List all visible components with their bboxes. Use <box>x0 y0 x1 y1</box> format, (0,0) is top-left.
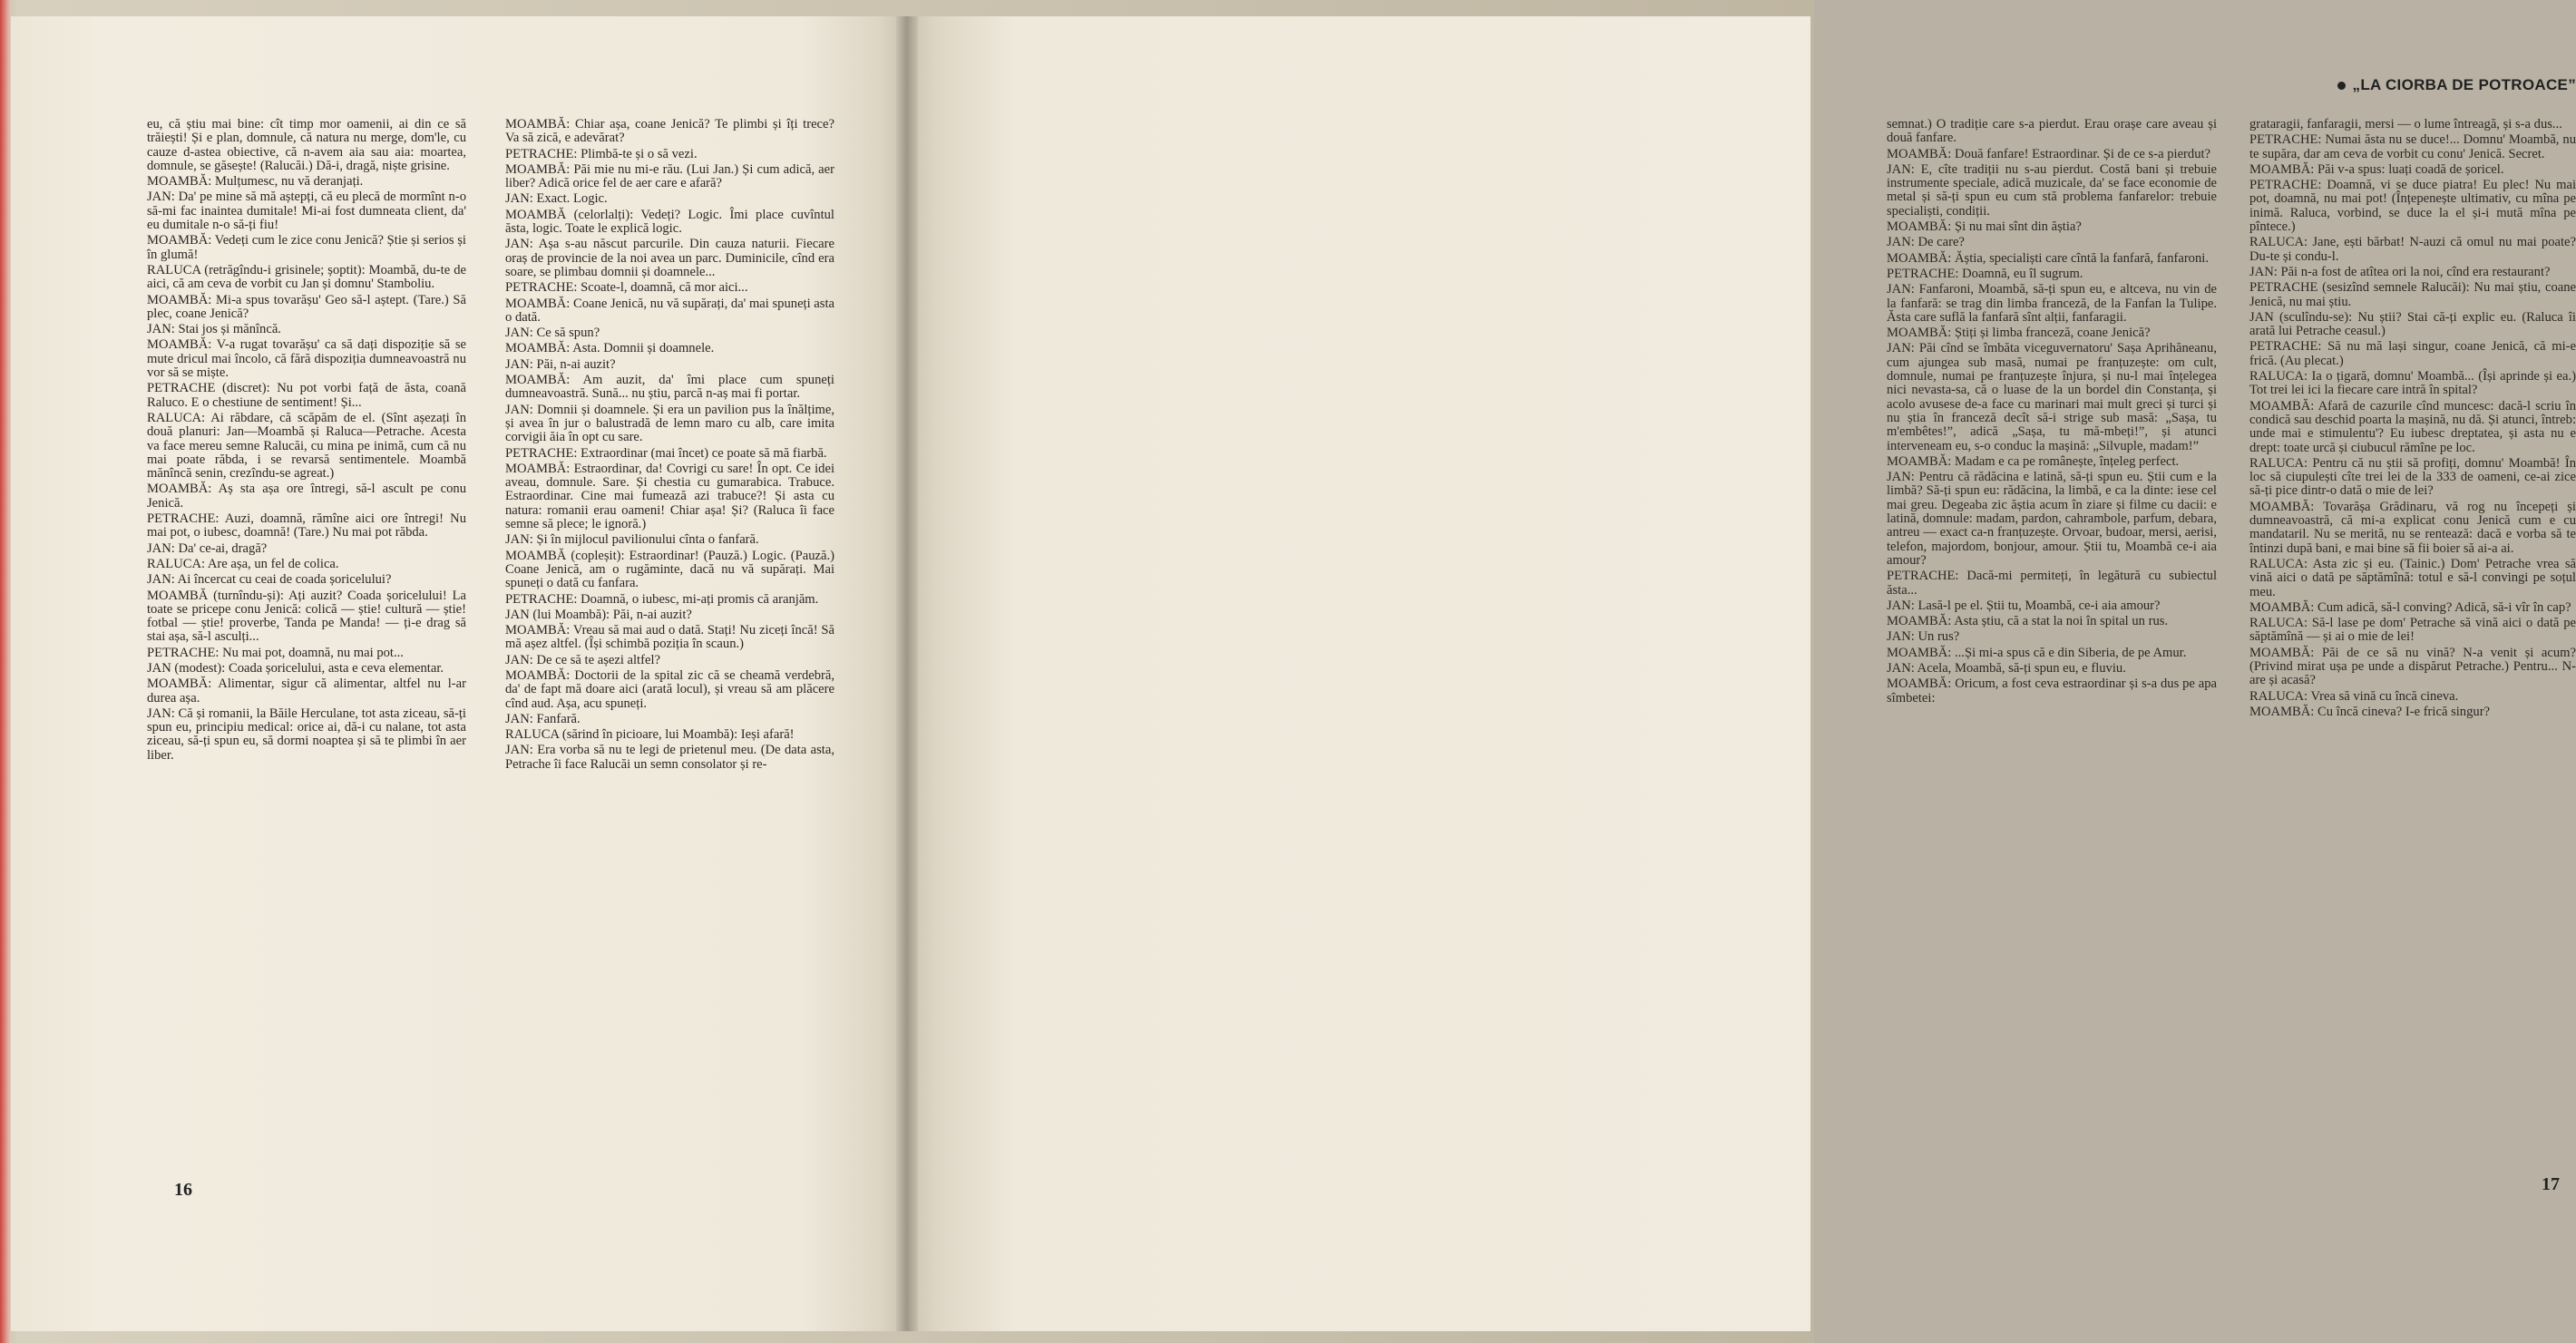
dialogue-paragraph: RALUCA: Ai răbdare, că scăpăm de el. (Sînt așezați în două planuri: Jan—Moambă și Raluca—Petrache. Acesta va face mereu semne Ralucăi, cu mina pe inimă, cum că nu mai poate răbda, i se revarsă sentimentele. Moambă mănîncă senin, crezîndu-se agreat.) <box>147 410 466 482</box>
right-page-column-1 <box>1887 118 2217 707</box>
dialogue-paragraph: PETRACHE (discret): Nu pot vorbi față de ăsta, coană Raluco. E o chestiune de sentiment! Și... <box>147 381 466 410</box>
dialogue-paragraph: MOAMBĂ: Știți și limba franceză, coane Jenică? <box>1887 326 2151 341</box>
dialogue-paragraph: JAN: Un rus? <box>1887 629 1960 645</box>
dialogue-paragraph: JAN: Ai încercat cu ceai de coada șoricelului? <box>147 572 392 588</box>
dialogue-paragraph: JAN: Păi cînd se îmbăta viceguvernatoru' Sașa Aprihăneanu, cum ajungea sub masă, numai pe franțuzește: om cult, domnule, numai pe franțuzește înjura, și nu-l mai înțelegea nici nevasta-sa, că o luase de la un bordel din Constanța, și acolo avusese de-a face cu marinari mai mult greci și turci și nu știa în franceză decît să-i strige sub masă: „Sașa, tu m'embêtes!”, adică „Sașa, tu mă-mbeți!”, și atunci interveneam eu, s-o conduc la mașină: „Silvuple, madam!” <box>1887 341 2217 453</box>
dialogue-paragraph: MOAMBĂ: Cu încă cineva? I-e frică singur? <box>2249 704 2491 719</box>
dialogue-paragraph: RALUCA: Ia o țigară, domnu' Moambă... (Își aprinde și ea.) Tot trei lei ici la fiecare care intră în spital? <box>2249 369 2576 398</box>
dialogue-paragraph: MOAMBĂ: Vreau să mai aud o dată. Stați! Nu ziceți încă! Să mă așez altfel. (Își schimbă poziția în scaun.) <box>505 623 834 652</box>
dialogue-paragraph: JAN: Era vorba să nu te legi de prietenul meu. (De data asta, Petrache îi face Ralucăi un semn consolator și re- <box>505 743 834 772</box>
dialogue-paragraph: RALUCA (sărind în picioare, lui Moambă): Ieși afară! <box>505 727 795 743</box>
dialogue-paragraph: MOAMBĂ: Oricum, a fost ceva estraordinar și s-a dus pe apa sîmbetei: <box>1887 676 2217 706</box>
dialogue-paragraph: MOAMBĂ: Păi v-a spus: luați coadă de șoricel. <box>2249 161 2504 177</box>
dialogue-paragraph: MOAMBĂ: Ăștia, specialiști care cîntă la fanfară, fanfaroni. <box>1887 250 2209 266</box>
bullet-icon <box>2337 82 2346 90</box>
dialogue-paragraph: MOAMBĂ (turnîndu-și): Ați auzit? Coada șoricelului! La toate se pricepe conu Jenică: colică — știe! cultură — știe! fotbal — știe! proverbe, Tanda pe Manda! — ți-e drag să stai așa, să-l asculți... <box>147 588 466 645</box>
dialogue-paragraph: MOAMBĂ (copleșit): Estraordinar! (Pauză.) Logic. (Pauză.) Coane Jenică, am o rugăminte, dacă nu vă supărați. Mai spuneți o dată cu fanfara. <box>505 548 834 591</box>
dialogue-paragraph: PETRACHE: Nu mai pot, doamnă, nu mai pot... <box>147 645 404 660</box>
dialogue-paragraph: JAN (sculîndu-se): Nu știi? Stai că-ți explic eu. (Raluca îi arată lui Petrache ceasul.) <box>2249 309 2576 339</box>
dialogue-paragraph: PETRACHE: Scoate-l, doamnă, că mor aici... <box>505 280 748 296</box>
left-page-column-2 <box>505 118 834 774</box>
dialogue-paragraph: MOAMBĂ: Păi mie nu mi-e rău. (Lui Jan.) Și cum adică, aer liber? Adică orice fel de aer care e afară? <box>505 161 834 191</box>
running-header-text: „LA CIORBA DE POTROACE” <box>2352 76 2576 93</box>
dialogue-paragraph: MOAMBĂ: Mi-a spus tovarășu' Geo să-l aștept. (Tare.) Să plec, coane Jenică? <box>147 292 466 321</box>
dialogue-paragraph: RALUCA: Asta zic și eu. (Tainic.) Dom' Petrache vrea să vină aici o dată pe săptămînă: totul e să-l convingi pe soțul meu. <box>2249 556 2576 599</box>
dialogue-paragraph: PETRACHE: Să nu mă lași singur, coane Jenică, că mi-e frică. (Au plecat.) <box>2249 339 2576 368</box>
dialogue-paragraph: PETRACHE: Plimbă-te și o să vezi. <box>505 146 698 161</box>
dialogue-paragraph: JAN: Pentru că rădăcina e latină, să-ți spun eu. Știi cum e la limbă? Să-ți spun eu: rădăcina, la limbă, e ca la dinte: iese cel mai greu. Degeaba zic ăștia acum în ziare și filme cu dacii: e latină, domnule: madam, pardon, cahrambole, parfum, debara, antreu — exact ca-n franțuzește. Orvoar, budoar, mersi, aerisi, telefon, majordom, bonjour, amour. Știi tu, Moambă ce-i aia amour? <box>1887 470 2217 568</box>
dialogue-paragraph: PETRACHE (sesizînd semnele Ralucăi): Nu mai știu, coane Jenică, nu mai știu. <box>2249 280 2576 309</box>
dialogue-paragraph: MOAMBĂ: Madam e ca pe românește, înțeleg perfect. <box>1887 453 2180 469</box>
dialogue-paragraph: JAN: Că și romanii, la Băile Herculane, tot asta ziceau, să-ți spun eu, principiu medical: orice ai, dă-i cu nalane, tot asta ziceau, să-ți spun eu, să dormi noaptea și să te plimbi în aer liber. <box>147 706 466 763</box>
dialogue-paragraph: RALUCA: Are așa, un fel de colica. <box>147 556 339 571</box>
running-header <box>2304 76 2576 94</box>
dialogue-paragraph: JAN (lui Moambă): Păi, n-ai auzit? <box>505 607 692 622</box>
dialogue-paragraph: MOAMBĂ (celorlalți): Vedeți? Logic. Îmi place cuvîntul ăsta, logic. Toate le explică logic. <box>505 207 834 237</box>
dialogue-paragraph: MOAMBĂ: Două fanfare! Estraordinar. Și de ce s-a pierdut? <box>1887 146 2211 161</box>
dialogue-paragraph: JAN: Domnii și doamnele. Și era un pavilion pus la înălțime, și avea în jur o balustradă de lemn maro cu alb, care imita corvigii ăia în opt cu sare. <box>505 402 834 445</box>
dialogue-paragraph: RALUCA: Pentru că nu știi să profiți, domnu' Moambă! În loc să ciupulești cîte trei lei de la 333 de oameni, ce-ai zice să-ți pice dintr-o dată o mie de lei? <box>2249 455 2576 499</box>
dialogue-paragraph: eu, că știu mai bine: cît timp mor oamenii, ai din ce să trăiești! Și e plan, domnule, că natura nu merge, dom'le, cu cauze d-astea obiective, că n-avem aia sau aia: moartea, domnule, se găsește! (Ralucăi.) Dă-i, dragă, niște grisine. <box>147 117 466 173</box>
dialogue-paragraph: JAN: Da' pe mine să mă aștepți, că eu plecă de mormînt n-o să-mi fac inaintea dumitale! Mi-ai fost dumneata client, da' eu dumitale n-o să-ți fiu! <box>147 190 466 233</box>
left-page-column-1 <box>147 118 466 764</box>
dialogue-paragraph: MOAMBĂ: Chiar așa, coane Jenică? Te plimbi și îți trece? Va să zică, e adevărat? <box>505 117 834 146</box>
dialogue-paragraph: MOAMBĂ: Coane Jenică, nu vă supărați, da' mai spuneți asta o dată. <box>505 296 834 325</box>
dialogue-paragraph: JAN: Da' ce-ai, dragă? <box>147 540 268 556</box>
dialogue-paragraph: PETRACHE: Doamnă, o iubesc, mi-ați promis că aranjăm. <box>505 591 819 607</box>
dialogue-paragraph: MOAMBĂ: Tovarășa Grădinaru, vă rog nu începeți și dumneavoastră, că mi-a explicat conu Jenică cum e cu mandataril. Nu se merită, nu se rentează: dacă e vorba să te întinzi după bani, e mai bine să fii boier să ai-a ai. <box>2249 499 2576 556</box>
dialogue-paragraph: PETRACHE: Doamnă, vi se duce piatra! Eu plec! Nu mai pot, doamnă, nu mai pot! (Înțepenește ultimativ, cu mîna pe inimă. Raluca, vorbind, se duce la el și-i mută mîna pe pîntece.) <box>2249 178 2576 235</box>
dialogue-paragraph: MOAMBĂ: ...Și mi-a spus că e din Siberia, de pe Amur. <box>1887 645 2187 660</box>
left-page <box>11 16 907 1331</box>
dialogue-paragraph: JAN: Lasă-l pe el. Știi tu, Moambă, ce-i aia amour? <box>1887 598 2161 613</box>
dialogue-paragraph: MOAMBĂ: Și nu mai sînt din ăștia? <box>1887 219 2082 235</box>
dialogue-paragraph: JAN: Și în mijlocul pavilionului cînta o fanfară. <box>505 532 759 548</box>
dialogue-paragraph: PETRACHE: Extraordinar (mai încet) ce poate să mă fiarbă. <box>505 445 827 461</box>
dialogue-paragraph: semnat.) O tradiție care s-a pierdut. Erau orașe care aveau și două fanfare. <box>1887 117 2217 146</box>
dialogue-paragraph: MOAMBĂ: Mulțumesc, nu vă deranjați. <box>147 174 364 190</box>
dialogue-paragraph: MOAMBĂ: Vedeți cum le zice conu Jenică? Știe și serios și în glumă! <box>147 233 466 262</box>
dialogue-paragraph: MOAMBĂ: Afară de cazurile cînd muncesc: dacă-l scriu în condică sau deschid poarta la mașină, nu dă. Și atunci, întreb: unde mai e stimulentu'? Eu iubesc dreptatea, și asta nu e drept: toate urcă și ciubucul rămîne pe loc. <box>2249 398 2576 455</box>
dialogue-paragraph: RALUCA: Să-l lase pe dom' Petrache să vină aici o dată pe săptămînă — și ai o mie de lei! <box>2249 616 2576 645</box>
dialogue-paragraph: JAN: Păi, n-ai auzit? <box>505 356 616 372</box>
dialogue-paragraph: MOAMBĂ: Doctorii de la spital zic că se cheamă verdebră, da' de fapt mă doare aici (arată locul), și vreau să am plăcere cînd aud. Așa, acu spuneți. <box>505 667 834 711</box>
dialogue-paragraph: MOAMBĂ: Aș sta așa ore întregi, să-l ascult pe conu Jenică. <box>147 482 466 511</box>
dialogue-paragraph: PETRACHE: Numai ăsta nu se duce!... Domnu' Moambă, nu te supăra, dar am ceva de vorbit cu conu' Jenică. Secret. <box>2249 132 2576 161</box>
book-gutter <box>896 16 918 1331</box>
dialogue-paragraph: MOAMBĂ: Păi de ce să nu vină? N-a venit și acum? (Privind mirat ușa pe unde a dispărut Petrache.) Pentru... N-are și acasă? <box>2249 645 2576 688</box>
right-page <box>907 16 2576 1331</box>
dialogue-paragraph: JAN: De ce să te așezi altfel? <box>505 652 660 667</box>
dialogue-paragraph: MOAMBĂ: Asta. Domnii și doamnele. <box>505 341 715 356</box>
dialogue-paragraph: JAN: Fanfară. <box>505 711 581 726</box>
right-page-column-2 <box>2249 118 2576 721</box>
dialogue-paragraph: RALUCA (retrăgîndu-i grisinele; șoptit): Moambă, du-te de aici, că am ceva de vorbit cu Jan și domnu' Stamboliu. <box>147 262 466 292</box>
dialogue-paragraph: JAN: Exact. Logic. <box>505 191 608 207</box>
page-number-right: 17 <box>2542 1174 2560 1194</box>
dialogue-paragraph: RALUCA: Vrea să vină cu încă cineva. <box>2249 688 2459 704</box>
dialogue-paragraph: JAN: Așa s-au născut parcurile. Din cauza naturii. Fiecare oraș de provincie de la noi avea un parc. Duminicile, cînd era soare, se plimbau domnii și doamnele... <box>505 237 834 279</box>
dialogue-paragraph: JAN: Păi n-a fost de atîtea ori la noi, cînd era restaurant? <box>2249 264 2551 279</box>
dialogue-paragraph: JAN: De care? <box>1887 235 1965 250</box>
dialogue-paragraph: JAN: Acela, Moambă, să-ți spun eu, e fluviu. <box>1887 660 2126 676</box>
dialogue-paragraph: MOAMBĂ: Estraordinar, da! Covrigi cu sare! În opt. Ce idei aveau, domnule. Sare. Și chestia cu gumarabica. Trabuce. Estraordinar. Cine mai fumează azi trabuce?! Și asta cu natura: romanii erau oameni! Chiar așa! Și? (Raluca îi face semne să plece; le ignoră.) <box>505 461 834 532</box>
dialogue-paragraph: MOAMBĂ: Alimentar, sigur că alimentar, altfel nu l-ar durea așa. <box>147 676 466 706</box>
dialogue-paragraph: JAN: Fanfaroni, Moambă, să-ți spun eu, e altceva, nu vin de la fanfară: se trag din limba franceză, de la Fanfan la Tulipe. Ăsta care suflă la fanfară sînt alții, fanfaragii. <box>1887 282 2217 325</box>
dialogue-paragraph: MOAMBĂ: Asta știu, că a stat la noi în spital un rus. <box>1887 614 2169 629</box>
dialogue-paragraph: JAN (modest): Coada șoricelului, asta e ceva elementar. <box>147 660 444 676</box>
dialogue-paragraph: JAN: Stai jos și mănîncă. <box>147 322 281 337</box>
dialogue-paragraph: PETRACHE: Dacă-mi permiteți, în legătură cu subiectul ăsta... <box>1887 569 2217 598</box>
book-cover-edge <box>0 0 11 1343</box>
dialogue-paragraph: JAN: E, cîte tradiții nu s-au pierdut. Costă bani și trebuie instrumente speciale, adică muzicale, da' se face economie de metal și să-ți spun eu cum stă problema fanfarelor: trebuie specialiști, condiții. <box>1887 161 2217 219</box>
dialogue-paragraph: grataragii, fanfaragii, mersi — o lume întreagă, și s-a dus... <box>2249 117 2562 131</box>
dialogue-paragraph: MOAMBĂ: V-a rugat tovarășu' ca să dați dispoziție să se mute dricul mai încolo, că fără dispoziția dumneavoastră nu vor să se miște. <box>147 337 466 381</box>
dialogue-paragraph: JAN: Ce să spun? <box>505 326 600 341</box>
page-number-left: 16 <box>174 1180 192 1200</box>
dialogue-paragraph: PETRACHE: Auzi, doamnă, rămîne aici ore întregi! Nu mai pot, o iubesc, doamnă! (Tare.) Nu mai pot răbda. <box>147 511 466 540</box>
dialogue-paragraph: MOAMBĂ: Am auzit, da' îmi place cum spuneți dumneavoastră. Sună... nu știu, parcă n-aș mai fi portar. <box>505 373 834 402</box>
dialogue-paragraph: PETRACHE: Doamnă, eu îl sugrum. <box>1887 266 2083 281</box>
dialogue-paragraph: RALUCA: Jane, ești bărbat! N-auzi că omul nu mai poate? Du-te și condu-l. <box>2249 235 2576 264</box>
dialogue-paragraph: MOAMBĂ: Cum adică, să-l conving? Adică, să-i vîr în cap? <box>2249 599 2571 615</box>
